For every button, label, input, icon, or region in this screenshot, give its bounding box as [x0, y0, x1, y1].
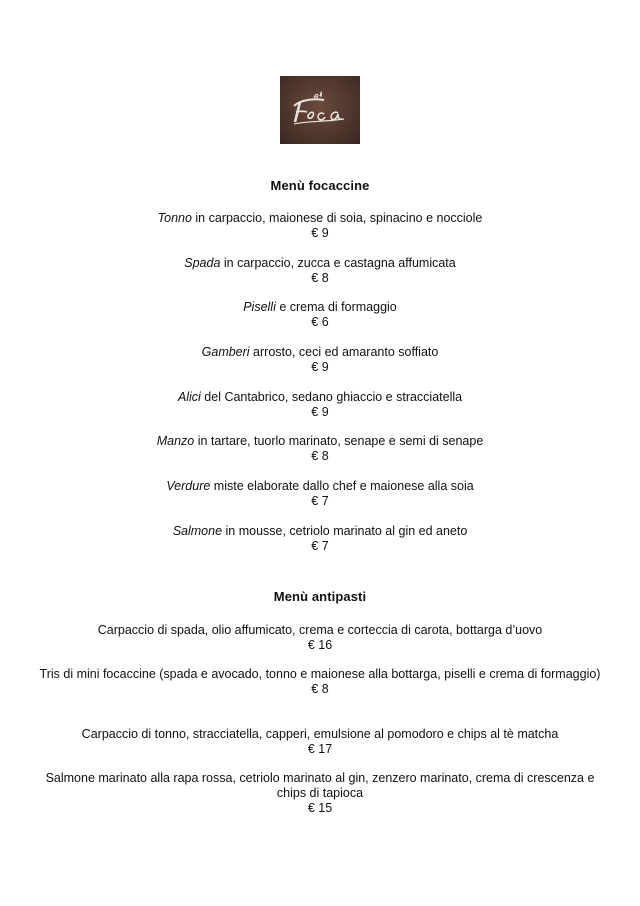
- item-description: in carpaccio, zucca e castagna affumicata: [220, 256, 456, 270]
- item-description: in tartare, tuorlo marinato, senape e semi di senape: [194, 434, 484, 448]
- item-description: arrosto, ceci ed amaranto soffiato: [249, 345, 439, 359]
- menu-item: [40, 479, 600, 509]
- item-price: € 17: [307, 742, 333, 756]
- item-name: Salmone: [172, 524, 223, 538]
- item-price: € 15: [307, 801, 333, 815]
- item-description: in mousse, cetriolo marinato al gin ed aneto: [222, 524, 468, 538]
- item-description: e crema di formaggio: [275, 300, 397, 314]
- item-price: € 9: [311, 360, 329, 374]
- item-description: Tris di mini focaccine (spada e avocado, tonno e maionese alla bottarga, piselli e crema di formaggio): [39, 667, 601, 681]
- item-name: Alici: [177, 390, 201, 404]
- section-title-antipasti: Menù antipasti: [273, 589, 367, 604]
- item-name: Spada: [184, 256, 221, 270]
- menu-item: [40, 345, 600, 375]
- item-price: € 7: [311, 539, 329, 553]
- item-description: Carpaccio di spada, olio affumicato, crema e corteccia di carota, bottarga d’uovo: [97, 623, 543, 637]
- item-price: € 16: [307, 638, 333, 652]
- item-description: del Cantabrico, sedano ghiaccio e stracciatella: [200, 390, 463, 404]
- item-price: € 8: [311, 271, 329, 285]
- item-name: Gamberi: [201, 345, 250, 359]
- logo-lettering: [280, 76, 360, 144]
- item-price: € 6: [311, 315, 329, 329]
- item-name: Manzo: [156, 434, 195, 448]
- menu-item: [40, 434, 600, 464]
- item-name: Verdure: [166, 479, 211, 493]
- menu-item: [30, 727, 610, 757]
- item-price: € 9: [311, 405, 329, 419]
- item-description: Salmone marinato alla rapa rossa, cetriolo marinato al gin, zenzero marinato, crema di crescenza e chips di tapioca: [45, 771, 595, 800]
- menu-item: [30, 771, 610, 816]
- item-price: € 8: [311, 682, 329, 696]
- item-description: in carpaccio, maionese di soia, spinacino e nocciole: [191, 211, 483, 225]
- menu-item: [40, 256, 600, 286]
- item-name: Tonno: [157, 211, 192, 225]
- item-description: miste elaborate dallo chef e maionese alla soia: [210, 479, 474, 493]
- item-price: € 9: [311, 226, 329, 240]
- item-description: Carpaccio di tonno, stracciatella, capperi, emulsione al pomodoro e chips al tè matcha: [81, 727, 559, 741]
- menu-item: [40, 390, 600, 420]
- menu-item: [40, 300, 600, 330]
- item-name: Piselli: [243, 300, 276, 314]
- item-price: € 7: [311, 494, 329, 508]
- item-price: € 8: [311, 449, 329, 463]
- restaurant-logo: [280, 76, 360, 144]
- section-title-focaccine: Menù focaccine: [270, 178, 370, 193]
- menu-item: [40, 211, 600, 241]
- menu-item: [40, 524, 600, 554]
- menu-item: [30, 667, 610, 697]
- menu-item: [30, 623, 610, 653]
